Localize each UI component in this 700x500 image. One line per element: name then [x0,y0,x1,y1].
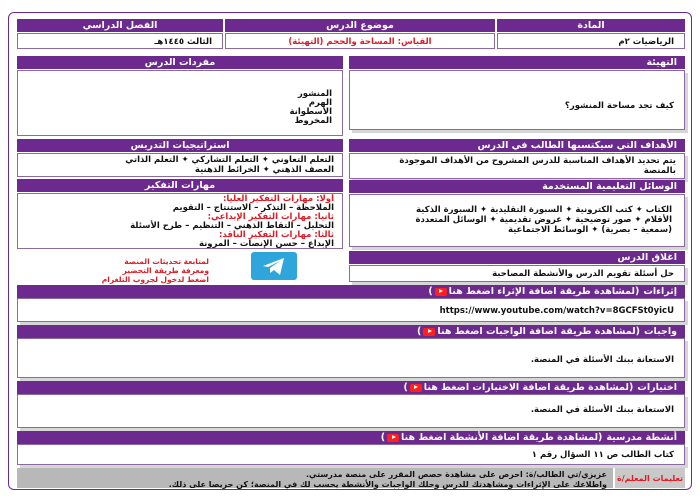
warmup-cell [349,70,685,130]
objectives-header: الأهداف التي سيكتسبها الطالب في الدرس [349,139,685,152]
thinking-line-1: أولا: مهارات التفكير العليا: [222,194,334,204]
subject-value-cell [497,33,685,49]
activities-title: أنشطة مدرسية [606,432,677,443]
thinking-line-4: التحليل – التقاط الذهني – التنظيم – طرح الأسئلة [130,221,334,231]
strategies-header: استراتيجيات التدريس [17,139,343,152]
strategies-line-2: العصف الذهني ✦ الخرائط الذهنية [194,165,334,175]
objectives-line-2: بالمنصة [643,166,676,176]
footer-line-2: واطلاعك على الإثراءات ومشاهدتك للدرس وحلك الواجبات والأنشطة يحسب لك في المنصة؛ كن حريصا على ذلك. [168,480,607,489]
media-line-1: الكتاب ✦ كتب الكترونية ✦ السبورة التقليدية ✦ السبورة الذكية [416,205,672,215]
media-cell [349,194,685,247]
teacher-instructions-text [17,468,613,488]
enrichment-video-link[interactable]: (لمشاهدة طريقة اضافة الإثراء اضغط هنا [448,286,640,297]
enrichment-cell [17,298,685,322]
topic-label: موضوع الدرس [225,19,495,32]
term-value-cell [17,33,223,49]
homework-header: واجبات (لمشاهدة طريقة اضافة الواجبات اضغط هنا ) [17,325,685,338]
youtube-icon[interactable] [410,384,422,392]
youtube-icon[interactable] [435,288,447,296]
term-value: الثالث ١٤٤٥هـ [154,37,212,47]
term-label: الفصل الدراسي [17,19,223,32]
youtube-icon[interactable] [387,434,399,442]
youtube-icon[interactable] [423,328,435,336]
subject-label: المادة [497,19,685,32]
enrichment-header: إثراءات (لمشاهدة طريقة اضافة الإثراء اضغط هنا ) [17,285,685,298]
strategies-cell [17,153,343,177]
vocab-item-2: الهرم [308,98,332,108]
media-line-3: (سمعية – بصرية) ✦ الوسائط الاجتماعية [507,225,672,235]
vocab-item-1: المنشور [297,89,332,99]
footer-line-1: عزيزي/تي الطالب/ة: احرص على مشاهدة حصص المقرر على منصة مدرستي. [306,470,607,479]
activities-video-link[interactable]: (لمشاهدة طريقة اضافة الأنشطة اضغط هنا [401,432,603,443]
objectives-cell [349,153,685,179]
homework-cell [17,338,685,378]
enrichment-title: إثراءات [643,286,677,297]
lesson-plan-frame [8,12,692,490]
homework-video-link[interactable]: (لمشاهدة طريقة اضافة الواجبات اضغط هنا [437,326,640,337]
telegram-icon[interactable] [251,252,297,280]
activities-text: كتاب الطالب ص ١١ السؤال رقم ١ [531,450,674,460]
topic-value [226,37,494,47]
media-header: الوسائل التعليمية المستخدمة [349,180,685,193]
homework-text: الاستعانة ببنك الأسئلة في المنصة. [530,355,674,365]
thinking-line-6: الإبداع – حسن الإنصات – المرونة [198,239,334,249]
homework-title: واجبات [644,326,677,337]
vocab-header: مفردات الدرس [17,56,343,69]
telegram-line-2: ومعرفة طريقة التحضير [122,266,209,275]
telegram-line-3: اضغط لدخول لجروب التلغرام [101,275,209,284]
telegram-line-1: لمتابعة تحديثات المنصة [124,257,209,266]
warmup-header: التهيئة [349,56,685,69]
tests-video-link[interactable]: (لمشاهدة طريقة اضافة الاختبارات اضغط هنا [423,382,634,393]
vocab-item-4: المخروط [294,116,332,126]
topic-value-main: القياس: المساحة والحجم [326,37,432,47]
thinking-line-2: الملاحظة – التذكر – الاستنتاج – التقويم [172,203,334,213]
vocab-item-3: الأسطوانة [289,107,332,117]
thinking-header: مهارات التفكير [17,179,343,192]
media-line-2: الأقلام ✦ صور توضيحية ✦ عروض تقديمية ✦ الوسائل المتعددة [415,215,672,225]
vocab-cell [17,70,343,136]
thinking-line-5: ثالثا: مهارات التفكير الناقد: [219,230,334,240]
closing-header: اغلاق الدرس [349,251,685,264]
closing-text: حل أسئلة تقويم الدرس والأنشطة المصاحبة [492,269,674,279]
topic-value-cell [225,33,495,49]
warmup-text: كيف تجد مساحة المنشور؟ [564,101,674,111]
subject-value: الرياضيات ٢م [618,37,674,47]
tests-title: اختبارات [637,382,677,393]
teacher-instructions-label: تعليمات المعلم/ة [615,468,685,488]
tests-text: الاستعانة ببنك الأسئلة في المنصة. [530,405,674,415]
objectives-line-1: يتم تحديد الأهداف المناسبة للدرس المشروح من الأهداف الموجودة [399,156,676,166]
topic-value-tag: (التهيئة) [288,37,324,47]
thinking-line-3: ثانيا: مهارات التفكير الإبداعي: [207,212,334,222]
tests-header: اختبارات (لمشاهدة طريقة اضافة الاختبارات اضغط هنا ) [17,381,685,394]
activities-header: أنشطة مدرسية (لمشاهدة طريقة اضافة الأنشطة اضغط هنا ) [17,431,685,444]
tests-cell [17,394,685,428]
closing-cell [349,265,685,282]
activities-cell [17,444,685,465]
thinking-cell [17,193,343,249]
strategies-line-1: التعلم التعاوني ✦ التعلم التشاركي ✦ التعلم الذاتي [125,155,334,165]
enrichment-url[interactable]: https://www.youtube.com/watch?v=8GCFSt0yicU [439,306,674,316]
